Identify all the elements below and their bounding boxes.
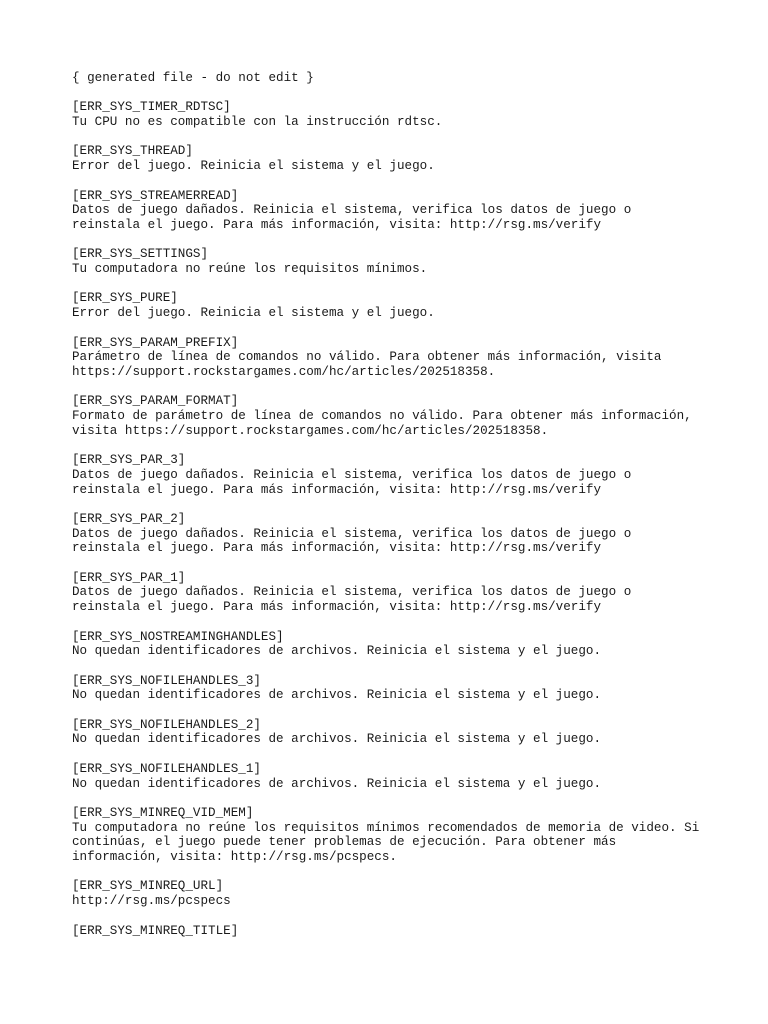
entry-text: Parámetro de línea de comandos no válido. Para obtener más información, visita https://support.rockstargames.com/hc/articles/202518358.: [72, 350, 662, 379]
entry-err-sys-param-format: [72, 394, 722, 438]
entry-text: Tu computadora no reúne los requisitos mínimos recomendados de memoria de video. Si continúas, el juego puede tener problemas de ejecución. Para obtener más información, visita: http://rsg.ms/pcspecs.: [72, 820, 700, 865]
entry-key: [ERR_SYS_PAR_3]: [72, 453, 186, 468]
entry-key: [ERR_SYS_NOFILEHANDLES_1]: [72, 761, 261, 776]
entry-err-sys-settings: [72, 247, 722, 276]
entry-key: [ERR_SYS_MINREQ_URL]: [72, 879, 224, 894]
entry-err-sys-par-3: [72, 453, 722, 497]
generated-file-header: { generated file - do not edit }: [72, 71, 314, 85]
entry-err-sys-nofilehandles-2: [72, 718, 722, 747]
entry-text: Datos de juego dañados. Reinicia el sistema, verifica los datos de juego o reinstala el juego. Para más información, visita: http://rsg.ms/verify: [72, 526, 632, 556]
entry-err-sys-streamerread: [72, 189, 722, 233]
entry-err-sys-pure: [72, 291, 722, 320]
entry-text: Tu computadora no reúne los requisitos mínimos.: [72, 262, 428, 277]
entry-err-sys-par-1: [72, 571, 722, 615]
entry-text: Formato de parámetro de línea de comandos no válido. Para obtener más información, visita https://support.rockstargames.com/hc/articles/202518358.: [72, 409, 692, 438]
entry-text: Datos de juego dañados. Reinicia el sistema, verifica los datos de juego o reinstala el juego. Para más información, visita: http://rsg.ms/verify: [72, 467, 632, 497]
entry-key: [ERR_SYS_PARAM_FORMAT]: [72, 394, 239, 409]
entry-err-sys-param-prefix: [72, 336, 722, 380]
entry-err-sys-minreq-title: [72, 924, 722, 939]
entry-text: http://rsg.ms/pcspecs: [72, 894, 231, 909]
entry-key: [ERR_SYS_STREAMERREAD]: [72, 188, 239, 203]
document-page: [72, 71, 722, 953]
entry-key: [ERR_SYS_PAR_2]: [72, 511, 186, 526]
entry-key: [ERR_SYS_TIMER_RDTSC]: [72, 100, 231, 115]
entry-key: [ERR_SYS_PURE]: [72, 291, 178, 306]
entry-key: [ERR_SYS_NOSTREAMINGHANDLES]: [72, 629, 284, 644]
entry-err-sys-nostreaminghandles: [72, 630, 722, 659]
entry-err-sys-nofilehandles-3: [72, 674, 722, 703]
entry-text: Tu CPU no es compatible con la instrucción rdtsc.: [72, 115, 443, 130]
entry-text: Datos de juego dañados. Reinicia el sistema, verifica los datos de juego o reinstala el juego. Para más información, visita: http://rsg.ms/verify: [72, 203, 632, 232]
entry-key: [ERR_SYS_MINREQ_VID_MEM]: [72, 805, 254, 820]
entry-key: [ERR_SYS_PAR_1]: [72, 570, 186, 585]
entry-key: [ERR_SYS_SETTINGS]: [72, 247, 209, 262]
entry-key: [ERR_SYS_MINREQ_TITLE]: [72, 923, 239, 938]
entry-text: No quedan identificadores de archivos. Reinicia el sistema y el juego.: [72, 644, 602, 659]
entry-err-sys-par-2: [72, 512, 722, 556]
entry-text: Error del juego. Reinicia el sistema y el juego.: [72, 306, 435, 321]
entry-key: [ERR_SYS_PARAM_PREFIX]: [72, 335, 239, 350]
entry-err-sys-timer-rdtsc: [72, 100, 722, 129]
entry-text: No quedan identificadores de archivos. Reinicia el sistema y el juego.: [72, 776, 602, 791]
entry-key: [ERR_SYS_NOFILEHANDLES_2]: [72, 717, 261, 732]
entry-text: Error del juego. Reinicia el sistema y el juego.: [72, 159, 435, 174]
entry-key: [ERR_SYS_NOFILEHANDLES_3]: [72, 673, 261, 688]
entry-err-sys-minreq-url: [72, 879, 722, 908]
entry-err-sys-nofilehandles-1: [72, 762, 722, 791]
entry-key: [ERR_SYS_THREAD]: [72, 144, 193, 159]
entry-err-sys-thread: [72, 144, 722, 173]
entry-text: No quedan identificadores de archivos. Reinicia el sistema y el juego.: [72, 688, 602, 703]
entry-err-sys-minreq-vid-mem: [72, 806, 722, 865]
entry-text: No quedan identificadores de archivos. Reinicia el sistema y el juego.: [72, 732, 602, 747]
entry-text: Datos de juego dañados. Reinicia el sistema, verifica los datos de juego o reinstala el juego. Para más información, visita: http://rsg.ms/verify: [72, 585, 632, 615]
